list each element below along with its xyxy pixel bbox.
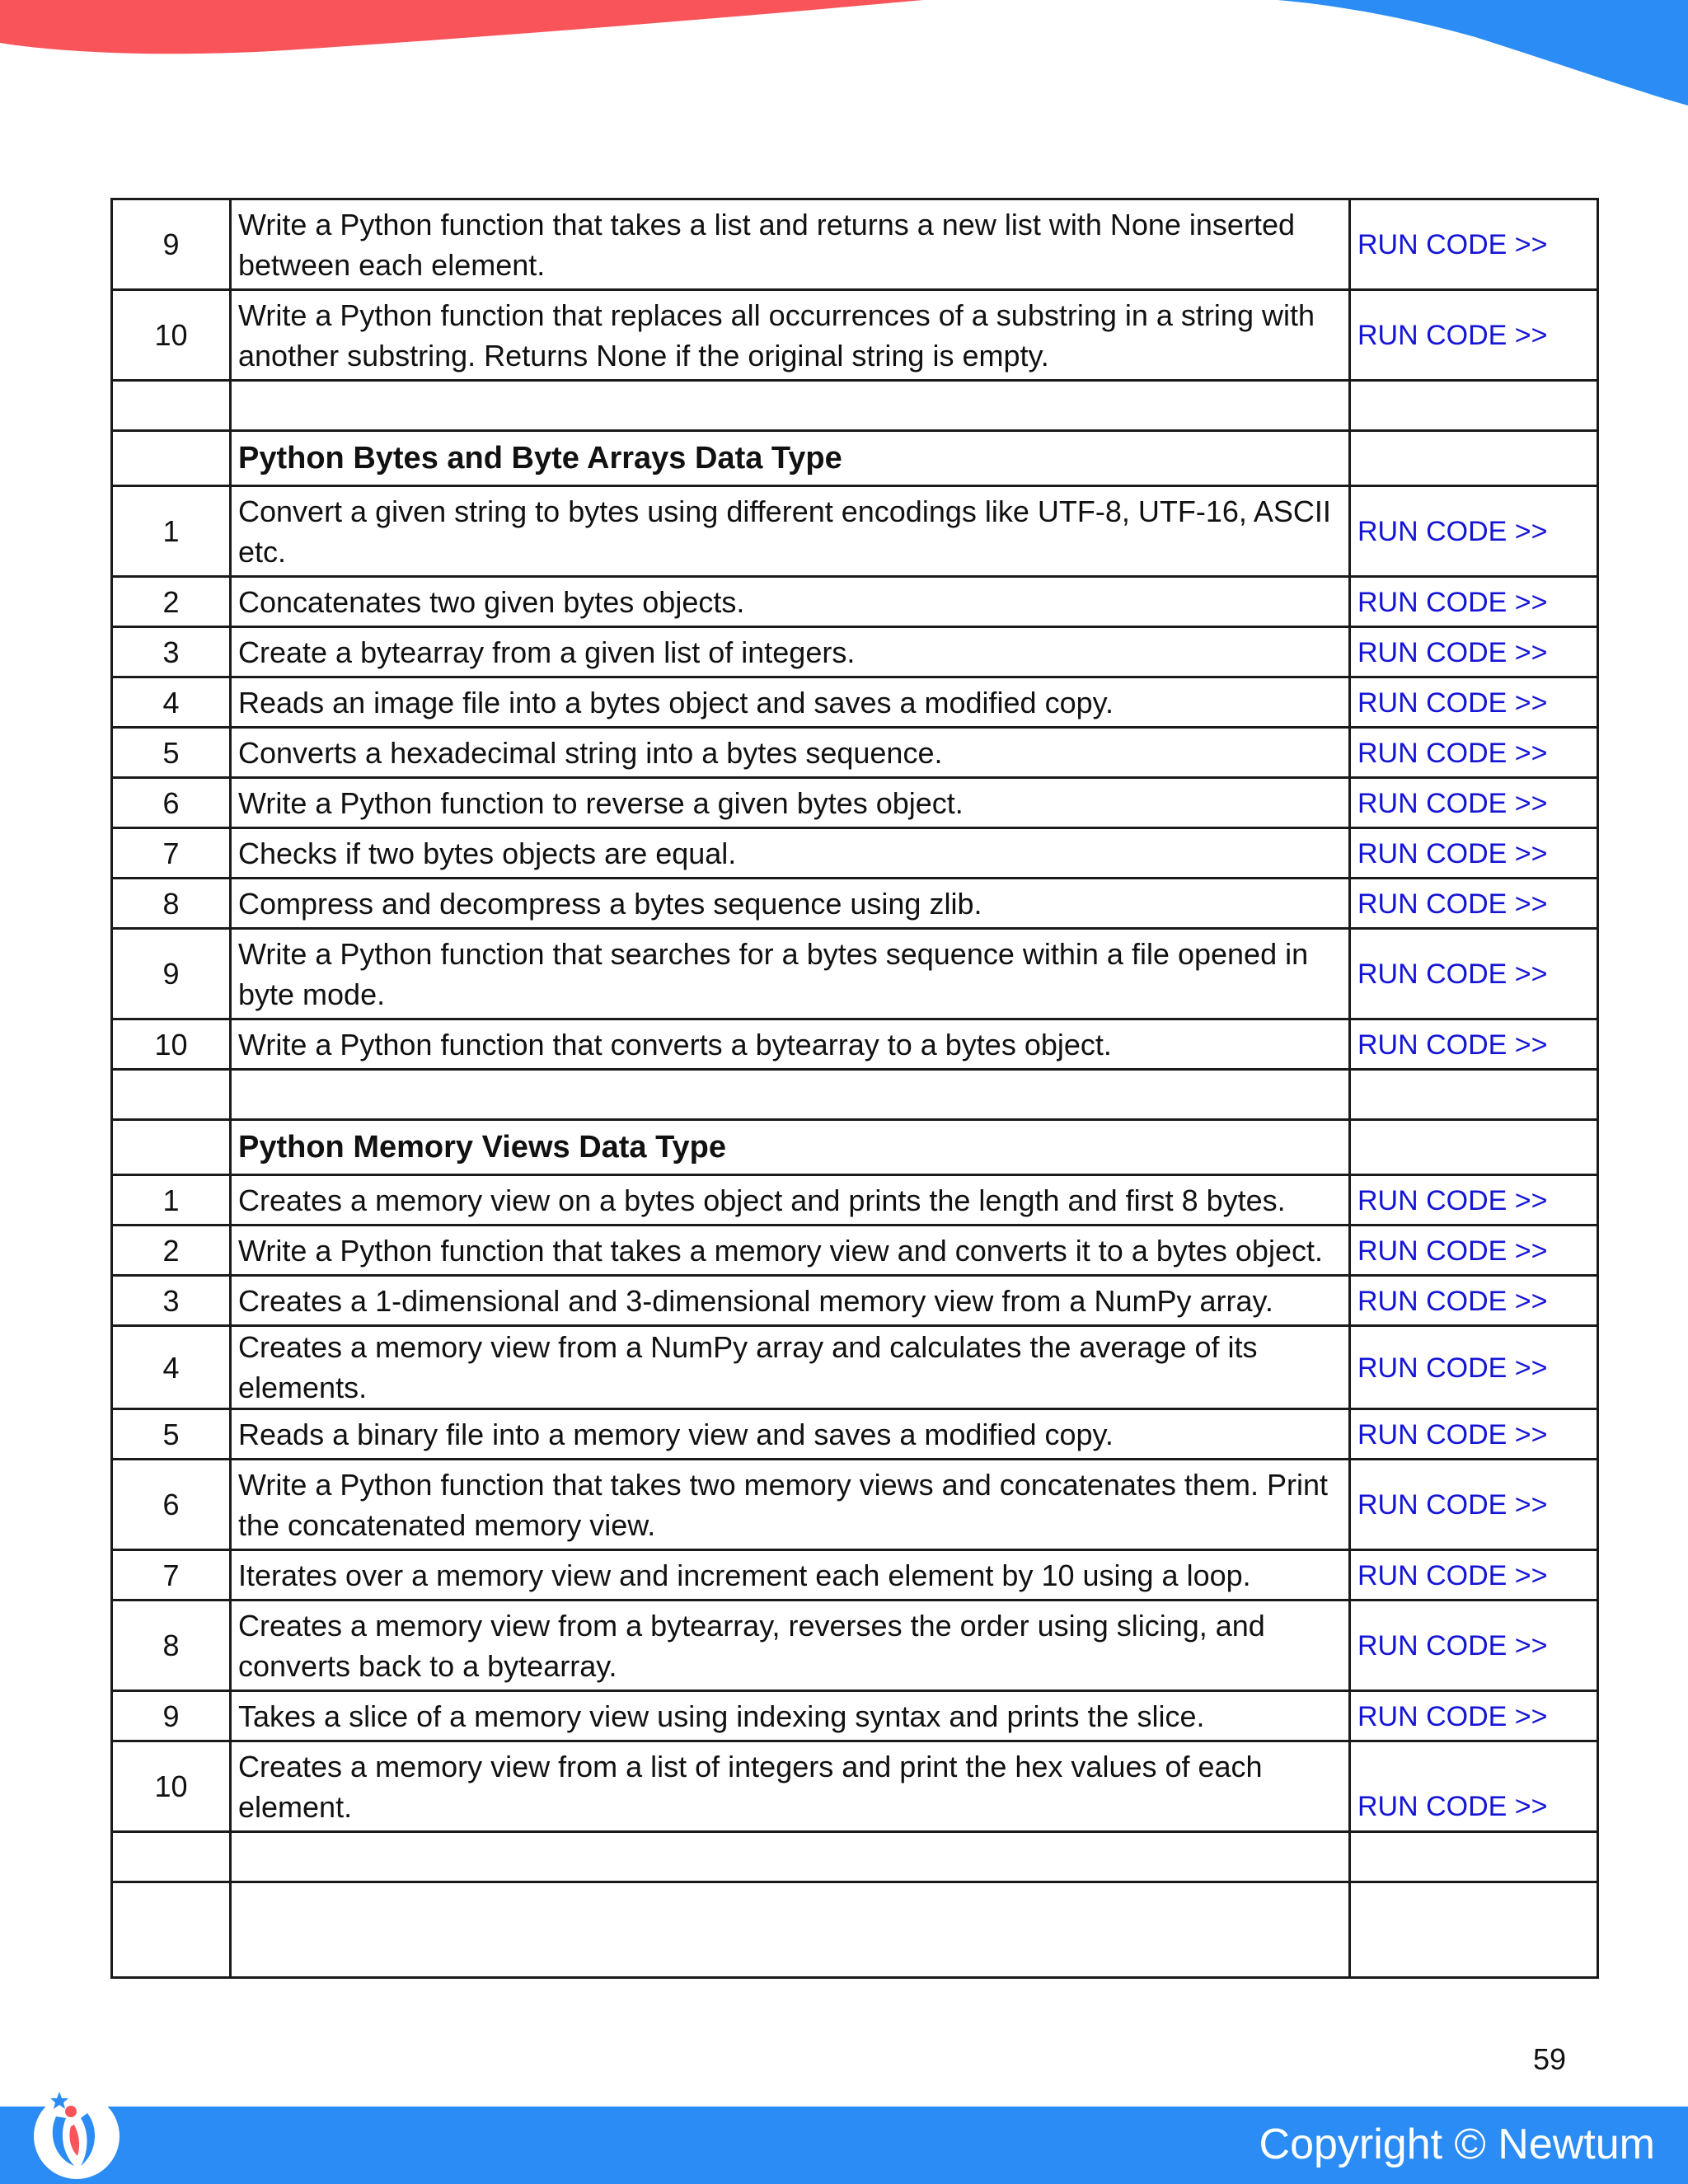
- table-row: [112, 1276, 1598, 1326]
- empty-cell: [112, 381, 231, 431]
- exercise-description: Converts a hexadecimal string into a bytes sequence.: [231, 728, 1350, 778]
- table-row: [112, 1601, 1598, 1691]
- exercise-number: 9: [112, 199, 231, 290]
- top-wave-decoration: [0, 0, 1688, 115]
- empty-cell: [231, 1832, 1350, 1882]
- empty-cell: [1350, 381, 1598, 431]
- run-code-link[interactable]: RUN CODE >>: [1357, 1235, 1548, 1267]
- exercise-number: 10: [112, 1019, 231, 1070]
- table-row: [112, 199, 1598, 290]
- exercise-description: Write a Python function that takes two memory views and concatenates them. Print the concatenated memory view.: [231, 1460, 1350, 1550]
- table-row: [112, 879, 1598, 929]
- run-code-link[interactable]: RUN CODE >>: [1357, 1029, 1548, 1061]
- exercise-description: Iterates over a memory view and increment each element by 10 using a loop.: [231, 1550, 1350, 1601]
- newtum-logo-icon: [23, 2077, 130, 2184]
- exercise-number: 1: [112, 486, 231, 577]
- exercise-description: Creates a memory view from a list of integers and print the hex values of each element.: [231, 1741, 1350, 1832]
- exercise-number: 6: [112, 778, 231, 828]
- empty-cell: [1350, 1070, 1598, 1120]
- run-code-cell: [1350, 1601, 1598, 1691]
- run-code-cell: [1350, 1741, 1598, 1832]
- page-number: 59: [1532, 2042, 1566, 2076]
- run-code-link[interactable]: RUN CODE >>: [1357, 516, 1548, 547]
- run-code-cell: [1350, 1691, 1598, 1741]
- exercise-number: 1: [112, 1175, 231, 1226]
- run-code-link[interactable]: RUN CODE >>: [1357, 958, 1548, 990]
- exercise-number: 6: [112, 1460, 231, 1550]
- section-header-row: [112, 431, 1598, 486]
- run-code-cell: [1350, 1326, 1598, 1409]
- run-code-link[interactable]: RUN CODE >>: [1357, 1285, 1548, 1317]
- run-code-link[interactable]: RUN CODE >>: [1357, 888, 1548, 920]
- exercise-number: 10: [112, 1741, 231, 1832]
- table-row: [112, 1326, 1598, 1409]
- exercise-description: Write a Python function that takes a memory view and converts it to a bytes object.: [231, 1226, 1350, 1276]
- run-code-link[interactable]: RUN CODE >>: [1357, 1559, 1548, 1591]
- exercise-description: Write a Python function that converts a bytearray to a bytes object.: [231, 1019, 1350, 1070]
- table-row: [112, 929, 1598, 1019]
- exercise-number: 7: [112, 828, 231, 879]
- run-code-cell: [1350, 627, 1598, 677]
- run-code-cell: [1350, 1550, 1598, 1601]
- exercise-number: 7: [112, 1550, 231, 1601]
- exercise-description: Reads an image file into a bytes object and saves a modified copy.: [231, 677, 1350, 728]
- run-code-link[interactable]: RUN CODE >>: [1357, 837, 1548, 869]
- exercise-number: 3: [112, 627, 231, 677]
- run-code-cell: [1350, 1019, 1598, 1070]
- run-code-cell: [1350, 778, 1598, 828]
- run-code-link[interactable]: RUN CODE >>: [1357, 320, 1548, 351]
- exercise-number: 4: [112, 1326, 231, 1409]
- exercise-description: Creates a 1-dimensional and 3-dimensional memory view from a NumPy array.: [231, 1276, 1350, 1326]
- run-code-cell: [1350, 1409, 1598, 1460]
- run-code-link[interactable]: RUN CODE >>: [1357, 1418, 1548, 1451]
- exercise-description: Write a Python function that takes a list and returns a new list with None inserted between each element.: [231, 199, 1350, 290]
- exercise-description: Reads a binary file into a memory view and saves a modified copy.: [231, 1409, 1350, 1460]
- table-row: [112, 677, 1598, 728]
- empty-cell: [231, 1882, 1350, 1978]
- exercise-number: 5: [112, 1409, 231, 1460]
- table-row: [112, 1691, 1598, 1741]
- run-code-cell: [1350, 1175, 1598, 1226]
- run-code-link[interactable]: RUN CODE >>: [1357, 229, 1548, 260]
- exercise-description: Write a Python function that replaces all occurrences of a substring in a string with another substring. Returns None if the original string is empty.: [231, 290, 1350, 381]
- exercise-number: 9: [112, 929, 231, 1019]
- run-code-cell: [1350, 879, 1598, 929]
- exercise-description: Creates a memory view from a NumPy array and calculates the average of its elements.: [231, 1326, 1350, 1409]
- run-code-link[interactable]: RUN CODE >>: [1357, 1184, 1548, 1216]
- table-row: [112, 577, 1598, 627]
- run-code-link[interactable]: RUN CODE >>: [1357, 636, 1548, 668]
- table-row: [112, 728, 1598, 778]
- empty-cell: [231, 381, 1350, 431]
- table-row: [112, 778, 1598, 828]
- section-title-cell: [231, 431, 1350, 486]
- exercise-number: 10: [112, 290, 231, 381]
- exercise-description: Convert a given string to bytes using different encodings like UTF-8, UTF-16, ASCII etc.: [231, 486, 1350, 577]
- table-row: [112, 1460, 1598, 1550]
- run-code-cell: [1350, 1226, 1598, 1276]
- exercise-description: Creates a memory view on a bytes object and prints the length and first 8 bytes.: [231, 1175, 1350, 1226]
- empty-cell: [112, 1120, 231, 1175]
- red-wave: [0, 0, 923, 54]
- exercise-number: 2: [112, 577, 231, 627]
- blank-row: [112, 1832, 1598, 1882]
- exercise-description: Checks if two bytes objects are equal.: [231, 828, 1350, 879]
- run-code-cell: [1350, 1276, 1598, 1326]
- exercise-description: Takes a slice of a memory view using indexing syntax and prints the slice.: [231, 1691, 1350, 1741]
- blank-row: [112, 1882, 1598, 1978]
- empty-cell: [112, 431, 231, 486]
- empty-cell: [112, 1882, 231, 1978]
- run-code-cell: [1350, 728, 1598, 778]
- exercise-number: 8: [112, 879, 231, 929]
- exercise-description: Concatenates two given bytes objects.: [231, 577, 1350, 627]
- table-row: [112, 1019, 1598, 1070]
- run-code-link[interactable]: RUN CODE >>: [1357, 1630, 1548, 1661]
- exercise-number: 5: [112, 728, 231, 778]
- section-title-cell: [231, 1120, 1350, 1175]
- run-code-link[interactable]: RUN CODE >>: [1357, 1700, 1548, 1732]
- empty-cell: [231, 1070, 1350, 1120]
- table-row: [112, 828, 1598, 879]
- run-code-cell: [1350, 828, 1598, 879]
- run-code-cell: [1350, 199, 1598, 290]
- run-code-cell: [1350, 929, 1598, 1019]
- blank-row: [112, 381, 1598, 431]
- empty-cell: [112, 1832, 231, 1882]
- blank-row: [112, 1070, 1598, 1120]
- run-code-link[interactable]: RUN CODE >>: [1357, 1791, 1548, 1822]
- table-row: [112, 627, 1598, 677]
- exercise-table: [110, 198, 1599, 1979]
- empty-cell: [1350, 431, 1598, 486]
- table-row: [112, 1175, 1598, 1226]
- run-code-cell: [1350, 486, 1598, 577]
- empty-cell: [1350, 1120, 1598, 1175]
- table-row: [112, 486, 1598, 577]
- exercise-description: Create a bytearray from a given list of integers.: [231, 627, 1350, 677]
- run-code-cell: [1350, 677, 1598, 728]
- run-code-link[interactable]: RUN CODE >>: [1357, 1489, 1548, 1521]
- table-row: [112, 290, 1598, 381]
- run-code-link[interactable]: RUN CODE >>: [1357, 687, 1548, 719]
- exercise-description: Write a Python function that searches for a bytes sequence within a file opened in byte mode.: [231, 929, 1350, 1019]
- empty-cell: [1350, 1882, 1598, 1978]
- run-code-link[interactable]: RUN CODE >>: [1357, 1352, 1548, 1384]
- section-title: Python Bytes and Byte Arrays Data Type: [238, 441, 842, 476]
- exercise-number: 2: [112, 1226, 231, 1276]
- run-code-link[interactable]: RUN CODE >>: [1357, 787, 1548, 819]
- exercise-description: Compress and decompress a bytes sequence using zlib.: [231, 879, 1350, 929]
- blue-wave: [1278, 0, 1688, 105]
- exercise-number: 8: [112, 1601, 231, 1691]
- table-row: [112, 1550, 1598, 1601]
- empty-cell: [112, 1070, 231, 1120]
- section-title: Python Memory Views Data Type: [238, 1130, 726, 1165]
- exercise-number: 4: [112, 677, 231, 728]
- exercise-number: 3: [112, 1276, 231, 1326]
- section-header-row: [112, 1120, 1598, 1175]
- run-code-cell: [1350, 577, 1598, 627]
- run-code-link[interactable]: RUN CODE >>: [1357, 586, 1548, 618]
- exercise-description: Write a Python function to reverse a given bytes object.: [231, 778, 1350, 828]
- run-code-cell: [1350, 1460, 1598, 1550]
- run-code-link[interactable]: RUN CODE >>: [1357, 737, 1548, 769]
- exercise-number: 9: [112, 1691, 231, 1741]
- table-row: [112, 1409, 1598, 1460]
- empty-cell: [1350, 1832, 1598, 1882]
- copyright-text: Copyright © Newtum: [1259, 2121, 1655, 2168]
- table-row: [112, 1226, 1598, 1276]
- exercise-description: Creates a memory view from a bytearray, reverses the order using slicing, and converts back to a bytearray.: [231, 1601, 1350, 1691]
- run-code-cell: [1350, 290, 1598, 381]
- table-row: [112, 1741, 1598, 1832]
